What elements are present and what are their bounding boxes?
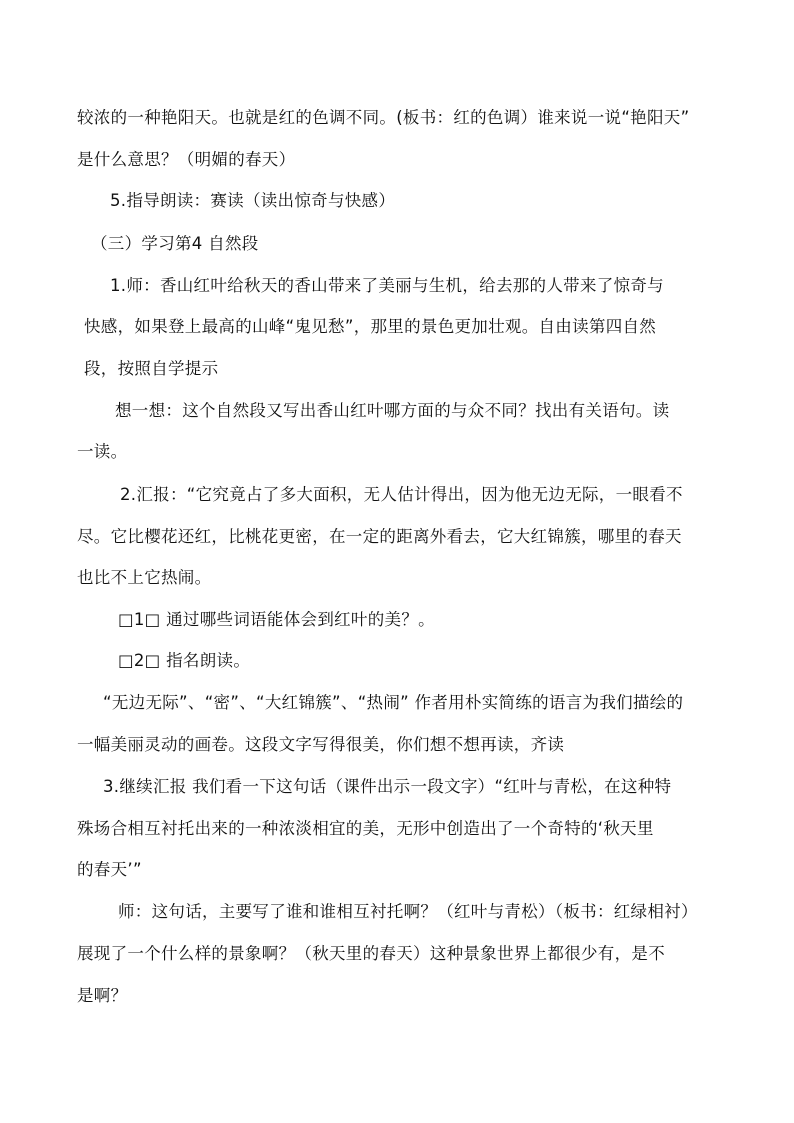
- list-item: □2□ 指名朗读。: [118, 651, 251, 670]
- text-line: 尽。它比樱花还红，比桃花更密，在一定的距离外看去，它大红锦簇，哪里的春天: [77, 527, 682, 546]
- text-line: 3.继续汇报 我们看一下这句话（课件出示一段文字）“红叶与青松，在这种特: [103, 777, 672, 796]
- text-line: 一幅美丽灵动的画卷。这段文字写得很美，你们想不想再读，齐读: [77, 735, 565, 754]
- text-line: 的春天’”: [77, 860, 142, 879]
- text-line: 快感，如果登上最高的山峰“鬼见愁”，那里的景色更加壮观。自由读第四自然: [84, 317, 657, 336]
- section-heading: （三）学习第4 自然段: [91, 234, 259, 253]
- text-line: 较浓的一种艳阳天。也就是红的色调不同。(板书：红的色调）谁来说一说“艳阳天”: [77, 108, 690, 127]
- text-line: 是什么意思？（明媚的春天）: [77, 150, 296, 169]
- text-line: 是啊？: [77, 986, 128, 1005]
- text-line: 师：这句话，主要写了谁和谁相互衬托啊？（红叶与青松）（板书：红绿相衬）: [118, 902, 698, 921]
- text-line: 5.指导朗读：赛读（读出惊奇与快感）: [110, 191, 396, 210]
- text-line: 想一想：这个自然段又写出香山红叶哪方面的与众不同？找出有关语句。读: [115, 401, 670, 420]
- text-line: 一读。: [77, 442, 128, 461]
- text-line: “无边无际”、“密”、“大红锦簇”、“热闹” 作者用朴实简练的语言为我们描绘的: [103, 693, 684, 712]
- list-item: □1□ 通过哪些词语能体会到红叶的美？。: [118, 610, 435, 629]
- text-line: 段，按照自学提示: [84, 359, 219, 378]
- text-line: 殊场合相互衬托出来的一种浓淡相宜的美，无形中创造出了一个奇特的‘秋天里: [77, 819, 654, 838]
- text-line: 展现了一个什么样的景象啊？（秋天里的春天）这种景象世界上都很少有，是不: [77, 944, 665, 963]
- text-line: 也比不上它热闹。: [77, 568, 212, 587]
- text-line: 1.师：香山红叶给秋天的香山带来了美丽与生机，给去那的人带来了惊奇与: [110, 276, 664, 295]
- text-line: 2.汇报：“它究竟占了多大面积，无人估计得出，因为他无边无际，一眼看不: [120, 485, 683, 504]
